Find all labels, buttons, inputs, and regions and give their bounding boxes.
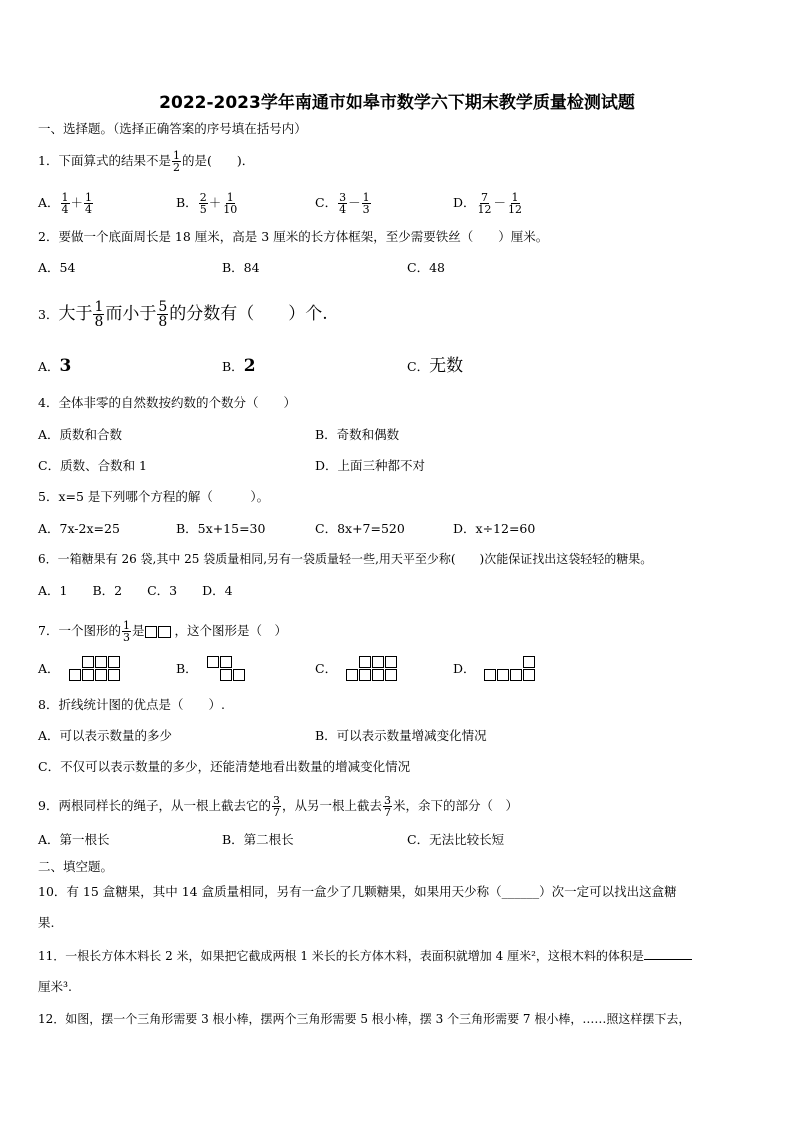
q1-option-c[interactable]: C． $\frac{3}{4}$ － $\frac{1}{3}$ [315, 191, 370, 216]
q4-option-a[interactable]: A．质数和合数 [38, 427, 123, 442]
page-title: 2022-2023学年南通市如皋市数学六下期末教学质量检测试题 [159, 93, 635, 113]
section-choice-heading: 一、选择题。（选择正确答案的序号填在括号内） [38, 121, 307, 136]
q4-option-b[interactable]: B．奇数和偶数 [315, 427, 400, 442]
q3-option-b[interactable]: B．2 [222, 356, 256, 376]
two-square-figure [145, 626, 173, 638]
q4-option-c[interactable]: C．质数、合数和 1 [38, 458, 147, 473]
section-fill-heading: 二、填空题。 [38, 859, 114, 874]
q6-options[interactable]: A．1 B．2 C．3 D．4 [38, 583, 233, 598]
question-4: 4．全体非零的自然数按约数的个数分（ ） [38, 395, 296, 410]
question-6: 6．一箱糖果有 26 袋,其中 25 袋质量相同,另有一袋质量轻一些,用天平至少称( )次能保证找出这袋轻轻的糖果。 [38, 552, 653, 566]
question-9: 9．两根同样长的绳子，从一根上截去它的 $\frac{3}{7}$ ，从另一根上截去 $\frac{3}{7}$ 米，余下的部分（ ） [38, 794, 518, 819]
q2-option-c[interactable]: C．48 [407, 260, 445, 275]
question-5: 5．x=5 是下列哪个方程的解（ ）。 [38, 489, 270, 504]
q9-option-b[interactable]: B．第二根长 [222, 832, 294, 847]
question-10-line-1: 10．有 15 盒糖果，其中 14 盒质量相同，另有一盒少了几颗糖果，如果用天少称（______）次一定可以找出这盒糖 [38, 884, 677, 899]
q7-option-a-label[interactable]: A． [38, 661, 60, 676]
q5-option-a[interactable]: A．7x-2x=25 [38, 521, 120, 536]
q8-option-b[interactable]: B．可以表示数量增减变化情况 [315, 728, 487, 743]
question-11-line-1: 11．一根长方体木料长 2 米，如果把它截成两根 1 米长的长方体木料，表面积就增加 4 厘米²，这根木料的体积是 [38, 947, 692, 964]
question-7: 7．一个图形的 $\frac{1}{3}$ 是 ，这个图形是（ ） [38, 619, 287, 644]
question-1: 1．下面算式的结果不是 $\frac{1}{2}$ 的是( )． [38, 149, 255, 174]
q3-option-a[interactable]: A．3 [38, 356, 72, 376]
fraction: $\frac{1}{2}$ [172, 149, 180, 174]
q3-option-c[interactable]: C．无数 [407, 356, 464, 376]
q1-option-d[interactable]: D． $\frac{7}{12}$ － $\frac{1}{12}$ [453, 191, 523, 216]
q7-option-d-label[interactable]: D． [453, 661, 476, 676]
q1-option-b[interactable]: B． $\frac{2}{5}$ ＋ $\frac{1}{10}$ [176, 191, 238, 216]
q5-option-d[interactable]: D．x÷12=60 [453, 521, 536, 536]
q7-option-c-label[interactable]: C． [315, 661, 338, 676]
q5-option-c[interactable]: C．8x+7=520 [315, 521, 405, 536]
q9-option-a[interactable]: A．第一根长 [38, 832, 110, 847]
question-8: 8．折线统计图的优点是（ ）. [38, 697, 225, 712]
q5-option-b[interactable]: B．5x+15=30 [176, 521, 266, 536]
question-11-line-2: 厘米³. [38, 979, 72, 994]
question-12: 12．如图，摆一个三角形需要 3 根小棒，摆两个三角形需要 5 根小棒，摆 3 个三角形需要 7 根小棒，……照这样摆下去， [38, 1012, 691, 1026]
q4-option-d[interactable]: D．上面三种都不对 [315, 458, 426, 473]
q8-option-c[interactable]: C．不仅可以表示数量的多少，还能清楚地看出数量的增减变化情况 [38, 759, 411, 774]
question-2: 2．要做一个底面周长是 18 厘米，高是 3 厘米的长方体框架，至少需要铁丝（ ）厘米。 [38, 229, 549, 244]
q8-option-a[interactable]: A．可以表示数量的多少 [38, 728, 173, 743]
question-10-line-2: 果. [38, 915, 55, 930]
question-3: 3．大于 $\frac{1}{8}$ 而小于 $\frac{5}{8}$ 的分数有（ ）个. [38, 299, 328, 330]
q2-option-a[interactable]: A．54 [38, 260, 76, 275]
q9-option-c[interactable]: C．无法比较长短 [407, 832, 505, 847]
answer-blank[interactable] [644, 947, 692, 960]
q1-option-a[interactable]: A． $\frac{1}{4}$ ＋ $\frac{1}{4}$ [38, 191, 93, 216]
q7-option-b-label[interactable]: B． [176, 661, 198, 676]
q2-option-b[interactable]: B．84 [222, 260, 260, 275]
